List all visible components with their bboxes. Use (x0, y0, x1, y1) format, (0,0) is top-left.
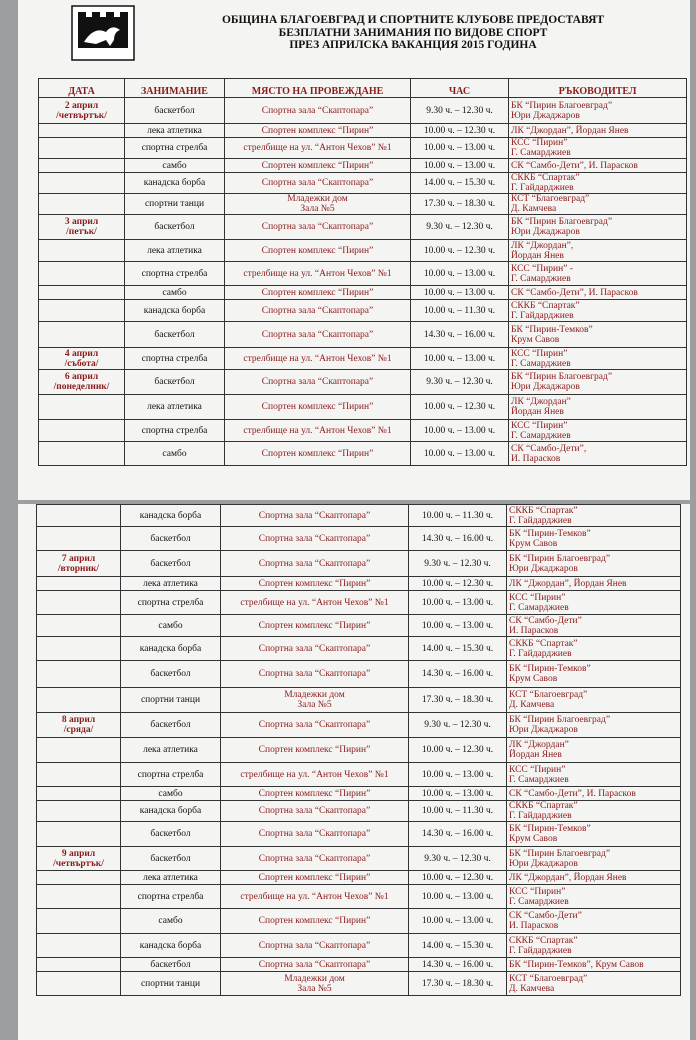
table-row (37, 615, 681, 637)
time-cell: 10.00 ч. – 13.00 ч. (411, 420, 509, 442)
date-cell (37, 909, 121, 934)
leader-cell: БК “Пирин Благоевград” Юри Джаджаров (509, 215, 687, 240)
date-cell: 6 април /понеделник/ (39, 370, 125, 395)
place-cell: Спортна зала “Скаптопара” (225, 370, 411, 395)
time-cell: 10.00 ч. – 13.00 ч. (411, 286, 509, 300)
leader-cell: БК “Пирин Благоевград” Юри Джаджаров (507, 713, 681, 738)
leader-cell: СК “Самбо-Дети”, И. Парасков (509, 286, 687, 300)
date-cell (37, 577, 121, 591)
table-row (39, 395, 687, 420)
date-cell (37, 527, 121, 551)
leader-cell: КСС “Пирин” Г. Самарджиев (509, 138, 687, 159)
activity-cell: баскетбол (121, 822, 221, 847)
schedule-table-2 (36, 504, 681, 996)
date-cell (39, 159, 125, 173)
place-cell: Спортна зала “Скаптопара” (221, 822, 409, 847)
place-cell: Спортен комплекс “Пирин” (221, 738, 409, 763)
time-cell: 10.00 ч. – 13.00 ч. (411, 138, 509, 159)
leader-cell: БК “Пирин Благоевград” Юри Джаджаров (507, 847, 681, 871)
place-cell: Спортен комплекс “Пирин” (225, 159, 411, 173)
time-cell: 10.00 ч. – 11.30 ч. (409, 505, 507, 527)
place-cell: Спортна зала “Скаптопара” (221, 661, 409, 688)
date-cell (37, 763, 121, 787)
date-cell (39, 124, 125, 138)
col-header-time: ЧАС (411, 79, 509, 98)
leader-cell: СК “Самбо-Дети” И. Парасков (507, 615, 681, 637)
place-cell: Спортен комплекс “Пирин” (225, 286, 411, 300)
table-row (39, 370, 687, 395)
leader-cell: СК “Самбо-Дети”, И. Парасков (507, 787, 681, 801)
city-crest-logo (68, 4, 138, 62)
time-cell: 10.00 ч. – 13.00 ч. (411, 159, 509, 173)
activity-cell: канадска борба (121, 637, 221, 661)
leader-cell: БК “Пирин-Темков” Крум Савов (507, 822, 681, 847)
time-cell: 10.00 ч. – 13.00 ч. (409, 787, 507, 801)
date-cell (37, 688, 121, 713)
time-cell: 17.30 ч. – 18.30 ч. (411, 194, 509, 215)
time-cell: 10.00 ч. – 13.00 ч. (409, 763, 507, 787)
place-cell: стрелбище на ул. “Антон Чехов” №1 (225, 348, 411, 370)
activity-cell: канадска борба (121, 505, 221, 527)
header-line-1: ОБЩИНА БЛАГОЕВГРАД И СПОРТНИТЕ КЛУБОВЕ ПРЕДОСТАВЯТ (221, 14, 605, 26)
place-cell: Спортна зала “Скаптопара” (225, 215, 411, 240)
col-header-date: ДАТА (39, 79, 125, 98)
activity-cell: самбо (121, 909, 221, 934)
leader-cell: КСС “Пирин” Г. Самарджиев (507, 885, 681, 909)
table-row (37, 688, 681, 713)
activity-cell: лека атлетика (125, 395, 225, 420)
table-row (37, 763, 681, 787)
place-cell: Младежки дом Зала №5 (221, 972, 409, 996)
table-row (37, 822, 681, 847)
time-cell: 9.30 ч. – 12.30 ч. (411, 98, 509, 124)
table-row (37, 738, 681, 763)
place-cell: стрелбище на ул. “Антон Чехов” №1 (221, 763, 409, 787)
place-cell: Спортен комплекс “Пирин” (221, 615, 409, 637)
activity-cell: канадска борба (121, 801, 221, 822)
date-cell (37, 661, 121, 688)
col-header-place: МЯСТО НА ПРОВЕЖДАНЕ (225, 79, 411, 98)
time-cell: 10.00 ч. – 12.30 ч. (409, 738, 507, 763)
leader-cell: КСТ “Благоевград” Д. Камчева (507, 688, 681, 713)
place-cell: Младежки дом Зала №5 (221, 688, 409, 713)
date-cell (37, 637, 121, 661)
table-row (37, 577, 681, 591)
table-row (37, 972, 681, 996)
time-cell: 14.00 ч. – 15.30 ч. (409, 934, 507, 958)
leader-cell: БК “Пирин-Темков” Крум Савов (507, 527, 681, 551)
activity-cell: самбо (125, 286, 225, 300)
activity-cell: спортни танци (121, 688, 221, 713)
time-cell: 14.30 ч. – 16.00 ч. (411, 322, 509, 348)
table-row (37, 637, 681, 661)
place-cell: Спортна зала “Скаптопара” (221, 958, 409, 972)
activity-cell: баскетбол (121, 527, 221, 551)
activity-cell: спортни танци (121, 972, 221, 996)
table-row (37, 505, 681, 527)
time-cell: 10.00 ч. – 11.30 ч. (409, 801, 507, 822)
activity-cell: лека атлетика (121, 738, 221, 763)
place-cell: Младежки дом Зала №5 (225, 194, 411, 215)
leader-cell: БК “Пирин-Темков” Крум Савов (509, 322, 687, 348)
date-cell (39, 322, 125, 348)
leader-cell: ЛК “Джордан”, Йордан Янев (507, 577, 681, 591)
leader-cell: КСС “Пирин” Г. Самарджиев (507, 763, 681, 787)
date-cell (39, 286, 125, 300)
table-row (39, 286, 687, 300)
time-cell: 17.30 ч. – 18.30 ч. (409, 688, 507, 713)
date-cell (39, 240, 125, 262)
date-cell (37, 972, 121, 996)
date-cell (37, 885, 121, 909)
place-cell: Спортен комплекс “Пирин” (221, 871, 409, 885)
activity-cell: баскетбол (121, 551, 221, 577)
document-header (148, 14, 678, 52)
date-cell: 7 април /вторник/ (37, 551, 121, 577)
date-cell (39, 395, 125, 420)
place-cell: Спортна зала “Скаптопара” (221, 527, 409, 551)
place-cell: Спортна зала “Скаптопара” (225, 300, 411, 322)
table-row (39, 98, 687, 124)
activity-cell: лека атлетика (121, 871, 221, 885)
place-cell: Спортна зала “Скаптопара” (221, 801, 409, 822)
date-cell (37, 822, 121, 847)
leader-cell: БК “Пирин Благоевград” Юри Джаджаров (507, 551, 681, 577)
place-cell: Спортен комплекс “Пирин” (225, 124, 411, 138)
leader-cell: КСС “Пирин” - Г. Самарджиев (509, 262, 687, 286)
time-cell: 9.30 ч. – 12.30 ч. (409, 551, 507, 577)
place-cell: Спортна зала “Скаптопара” (221, 551, 409, 577)
time-cell: 9.30 ч. – 12.30 ч. (409, 713, 507, 738)
time-cell: 10.00 ч. – 13.00 ч. (409, 885, 507, 909)
time-cell: 10.00 ч. – 13.00 ч. (409, 615, 507, 637)
place-cell: Спортна зала “Скаптопара” (221, 847, 409, 871)
activity-cell: спортна стрелба (125, 262, 225, 286)
time-cell: 14.00 ч. – 15.30 ч. (411, 173, 509, 194)
leader-cell: БК “Пирин-Темков”, Крум Савов (507, 958, 681, 972)
time-cell: 10.00 ч. – 13.00 ч. (409, 591, 507, 615)
activity-cell: баскетбол (125, 370, 225, 395)
leader-cell: СК “Самбо-Дети”, И. Парасков (509, 442, 687, 466)
activity-cell: спортна стрелба (125, 420, 225, 442)
activity-cell: лека атлетика (125, 240, 225, 262)
date-cell (39, 262, 125, 286)
time-cell: 10.00 ч. – 11.30 ч. (411, 300, 509, 322)
table-row (39, 348, 687, 370)
leader-cell: БК “Пирин-Темков” Крум Савов (507, 661, 681, 688)
leader-cell: СККБ “Спартак” Г. Гайдарджиев (509, 300, 687, 322)
activity-cell: баскетбол (121, 847, 221, 871)
activity-cell: канадска борба (125, 300, 225, 322)
activity-cell: спортна стрелба (121, 591, 221, 615)
time-cell: 10.00 ч. – 12.30 ч. (409, 871, 507, 885)
time-cell: 14.30 ч. – 16.00 ч. (409, 822, 507, 847)
date-cell (37, 934, 121, 958)
activity-cell: спортна стрелба (121, 763, 221, 787)
leader-cell: СК “Самбо-Дети”, И. Парасков (509, 159, 687, 173)
activity-cell: баскетбол (121, 958, 221, 972)
time-cell: 14.30 ч. – 16.00 ч. (409, 958, 507, 972)
place-cell: стрелбище на ул. “Антон Чехов” №1 (221, 591, 409, 615)
date-cell (37, 871, 121, 885)
time-cell: 10.00 ч. – 13.00 ч. (411, 442, 509, 466)
leader-cell: КСС “Пирин” Г. Самарджиев (507, 591, 681, 615)
table-row (39, 262, 687, 286)
col-header-activity: ЗАНИМАНИЕ (125, 79, 225, 98)
leader-cell: СККБ “Спартак” Г. Гайдарджиев (507, 801, 681, 822)
activity-cell: баскетбол (121, 661, 221, 688)
date-cell (37, 505, 121, 527)
table-row (37, 787, 681, 801)
place-cell: Спортен комплекс “Пирин” (221, 787, 409, 801)
activity-cell: спортна стрелба (121, 885, 221, 909)
table-row (37, 934, 681, 958)
table-row (39, 215, 687, 240)
date-cell: 9 април /четвъртък/ (37, 847, 121, 871)
table-row (37, 909, 681, 934)
date-cell (39, 138, 125, 159)
date-cell (37, 738, 121, 763)
activity-cell: самбо (121, 615, 221, 637)
leader-cell: СККБ “Спартак” Г. Гайдарджиев (509, 173, 687, 194)
leader-cell: ЛК “Джордан” Йордан Янев (509, 395, 687, 420)
date-cell (39, 300, 125, 322)
activity-cell: лека атлетика (125, 124, 225, 138)
place-cell: Спортна зала “Скаптопара” (225, 322, 411, 348)
table-header-row (39, 79, 687, 98)
place-cell: Спортна зала “Скаптопара” (221, 505, 409, 527)
leader-cell: КСС “Пирин” Г. Самарджиев (509, 420, 687, 442)
table-row (39, 194, 687, 215)
time-cell: 10.00 ч. – 13.00 ч. (411, 262, 509, 286)
activity-cell: спортни танци (125, 194, 225, 215)
schedule-sheet-2 (18, 504, 690, 1040)
date-cell: 2 април /четвъртък/ (39, 98, 125, 124)
place-cell: стрелбище на ул. “Антон Чехов” №1 (221, 885, 409, 909)
col-header-leader: РЪКОВОДИТЕЛ (509, 79, 687, 98)
header-line-3: ПРЕЗ АПРИЛСКА ВАКАНЦИЯ 2015 ГОДИНА (289, 39, 537, 51)
date-cell (37, 787, 121, 801)
activity-cell: баскетбол (125, 215, 225, 240)
place-cell: Спортна зала “Скаптопара” (225, 98, 411, 124)
activity-cell: лека атлетика (121, 577, 221, 591)
date-cell (39, 173, 125, 194)
table-row (39, 420, 687, 442)
leader-cell: ЛК “Джордан”, Йордан Янев (509, 124, 687, 138)
place-cell: Спортна зала “Скаптопара” (221, 637, 409, 661)
place-cell: Спортен комплекс “Пирин” (221, 577, 409, 591)
schedule-sheet-1 (18, 0, 690, 500)
place-cell: Спортна зала “Скаптопара” (221, 934, 409, 958)
table-row (39, 322, 687, 348)
place-cell: Спортна зала “Скаптопара” (221, 713, 409, 738)
activity-cell: канадска борба (125, 173, 225, 194)
activity-cell: баскетбол (125, 322, 225, 348)
leader-cell: СККБ “Спартак” Г. Гайдарджиев (507, 505, 681, 527)
date-cell (39, 442, 125, 466)
time-cell: 10.00 ч. – 12.30 ч. (411, 124, 509, 138)
place-cell: стрелбище на ул. “Антон Чехов” №1 (225, 420, 411, 442)
leader-cell: СККБ “Спартак” Г. Гайдарджиев (507, 934, 681, 958)
activity-cell: баскетбол (121, 713, 221, 738)
date-cell (37, 801, 121, 822)
time-cell: 10.00 ч. – 12.30 ч. (411, 240, 509, 262)
leader-cell: БК “Пирин Благоевград” Юри Джаджаров (509, 98, 687, 124)
activity-cell: самбо (125, 159, 225, 173)
time-cell: 10.00 ч. – 13.00 ч. (409, 909, 507, 934)
activity-cell: баскетбол (125, 98, 225, 124)
leader-cell: КСТ “Благоевград” Д. Камчева (507, 972, 681, 996)
time-cell: 10.00 ч. – 12.30 ч. (409, 577, 507, 591)
time-cell: 14.30 ч. – 16.00 ч. (409, 527, 507, 551)
date-cell (37, 591, 121, 615)
leader-cell: ЛК “Джордан” Йордан Янев (507, 738, 681, 763)
leader-cell: КСС “Пирин” Г. Самарджиев (509, 348, 687, 370)
time-cell: 9.30 ч. – 12.30 ч. (409, 847, 507, 871)
leader-cell: ЛК “Джордан”, Йордан Янев (507, 871, 681, 885)
date-cell: 3 април /петък/ (39, 215, 125, 240)
place-cell: Спортен комплекс “Пирин” (225, 395, 411, 420)
table-row (37, 661, 681, 688)
time-cell: 10.00 ч. – 13.00 ч. (411, 348, 509, 370)
table-row (37, 527, 681, 551)
table-row (37, 591, 681, 615)
table-row (39, 442, 687, 466)
date-cell (39, 194, 125, 215)
table-row (39, 159, 687, 173)
place-cell: Спортен комплекс “Пирин” (225, 240, 411, 262)
time-cell: 14.30 ч. – 16.00 ч. (409, 661, 507, 688)
table-row (39, 173, 687, 194)
place-cell: Спортна зала “Скаптопара” (225, 173, 411, 194)
time-cell: 17.30 ч. – 18.30 ч. (409, 972, 507, 996)
time-cell: 10.00 ч. – 12.30 ч. (411, 395, 509, 420)
date-cell (37, 958, 121, 972)
table-row (39, 240, 687, 262)
table-row (37, 801, 681, 822)
time-cell: 9.30 ч. – 12.30 ч. (411, 215, 509, 240)
activity-cell: самбо (121, 787, 221, 801)
leader-cell: ЛК “Джордан”, Йордан Янев (509, 240, 687, 262)
place-cell: Спортен комплекс “Пирин” (225, 442, 411, 466)
activity-cell: спортна стрелба (125, 348, 225, 370)
time-cell: 9.30 ч. – 12.30 ч. (411, 370, 509, 395)
place-cell: стрелбище на ул. “Антон Чехов” №1 (225, 138, 411, 159)
table-row (37, 551, 681, 577)
date-cell (39, 420, 125, 442)
table-row (39, 124, 687, 138)
place-cell: стрелбище на ул. “Антон Чехов” №1 (225, 262, 411, 286)
table-row (37, 885, 681, 909)
table-row (37, 713, 681, 738)
time-cell: 14.00 ч. – 15.30 ч. (409, 637, 507, 661)
activity-cell: спортна стрелба (125, 138, 225, 159)
leader-cell: БК “Пирин Благоевград” Юри Джаджаров (509, 370, 687, 395)
header-line-2: БЕЗПЛАТНИ ЗАНИМАНИЯ ПО ВИДОВЕ СПОРТ (278, 26, 548, 39)
activity-cell: самбо (125, 442, 225, 466)
activity-cell: канадска борба (121, 934, 221, 958)
table-row (37, 871, 681, 885)
leader-cell: СККБ “Спартак” Г. Гайдарджиев (507, 637, 681, 661)
date-cell: 4 април /събота/ (39, 348, 125, 370)
date-cell: 8 април /сряда/ (37, 713, 121, 738)
table-row (39, 300, 687, 322)
date-cell (37, 615, 121, 637)
table-row (37, 958, 681, 972)
place-cell: Спортен комплекс “Пирин” (221, 909, 409, 934)
leader-cell: КСТ “Благоевград” Д. Камчева (509, 194, 687, 215)
table-row (39, 138, 687, 159)
leader-cell: СК “Самбо-Дети” И. Парасков (507, 909, 681, 934)
table-row (37, 847, 681, 871)
schedule-table-1 (38, 78, 687, 466)
